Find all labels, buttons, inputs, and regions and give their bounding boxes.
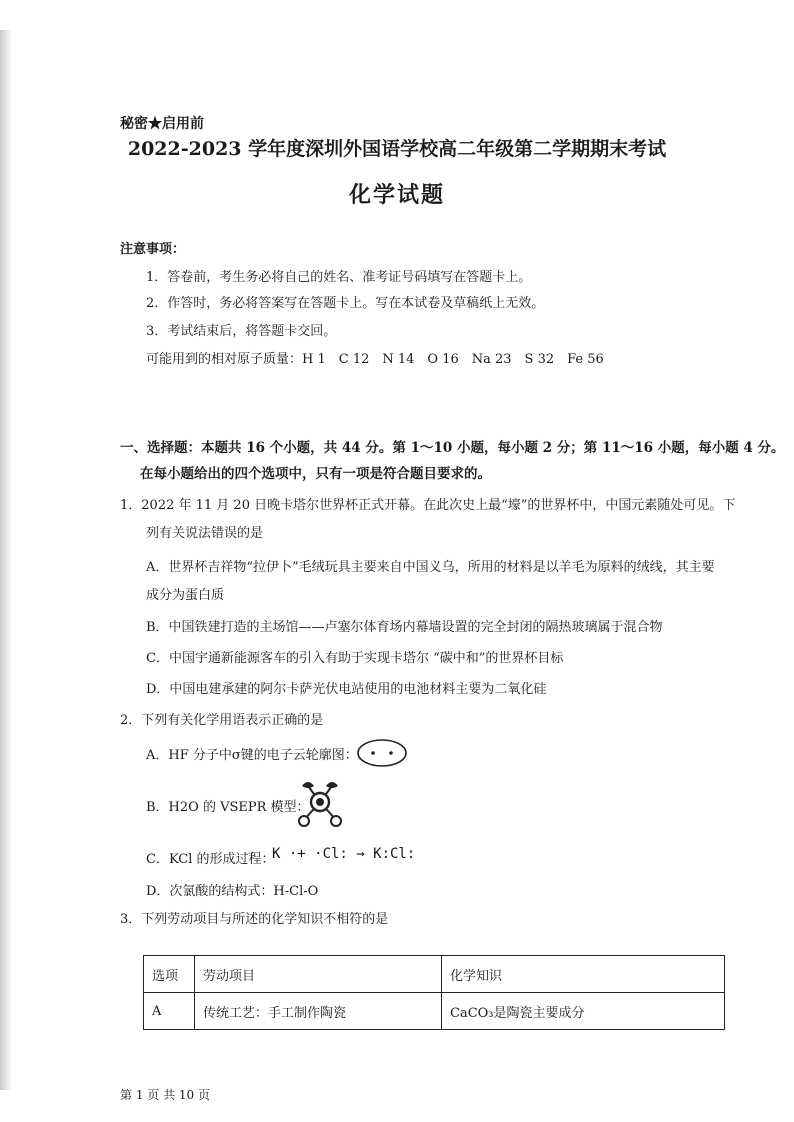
q1-option-a: A．世界杯吉祥物“拉伊卜”毛绒玩具主要来自中国义乌，所用的材料是以羊毛为原料的绒线，其主要 <box>146 560 715 575</box>
q3-stem: 3．下列劳动项目与所述的化学知识不相符的是 <box>120 912 389 927</box>
atomic-masses: 可能用到的相对原子质量：H 1 C 12 N 14 O 16 Na 23 S 32 Fe 56 <box>146 352 604 367</box>
table-cell: 传统工艺：手工制作陶瓷 <box>195 993 442 1030</box>
exam-title: 2022-2023 学年度深圳外国语学校高二年级第二学期期末考试 <box>127 138 667 160</box>
q1-stem: 1．2022 年 11 月 20 日晚卡塔尔世界杯正式开幕。在此次史上最“壕”的世界杯中，中国元素随处可见。下 <box>120 498 736 513</box>
q2-option-a: A．HF 分子中σ键的电子云轮廓图： <box>146 748 358 763</box>
notice-heading: 注意事项： <box>120 242 186 257</box>
section-1-instructions: 一、选择题：本题共 16 个小题，共 44 分。第 1～10 小题，每小题 2 分；第 11～16 小题，每小题 4 分。 <box>120 440 785 456</box>
table-header-cell: 化学知识 <box>442 956 725 993</box>
vsepr-model-icon <box>292 776 348 830</box>
notice-item-2: 2．作答时，务必将答案写在答题卡上。写在本试卷及草稿纸上无效。 <box>146 296 545 311</box>
table-header-cell: 选项 <box>144 956 195 993</box>
q2-stem: 2．下列有关化学用语表示正确的是 <box>120 713 324 728</box>
notice-item-1: 1．答卷前，考生务必将自己的姓名、准考证号码填写在答题卡上。 <box>146 270 532 285</box>
electron-cloud-icon <box>356 738 408 768</box>
q3-table <box>143 955 725 1030</box>
confidential-label: 秘密★启用前 <box>120 116 204 132</box>
q1-option-c: C．中国宇通新能源客车的引入有助于实现卡塔尔 “碳中和”的世界杯目标 <box>146 651 564 666</box>
section-1-instructions-2: 在每小题给出的四个选项中，只有一项是符合题目要求的。 <box>140 466 491 482</box>
q2-option-b: B．H2O 的 VSEPR 模型： <box>146 800 310 815</box>
q1-option-d: D．中国电建承建的阿尔卡萨光伏电站使用的电池材料主要为二氧化硅 <box>146 682 547 697</box>
table-header-row <box>144 956 725 993</box>
q1-option-a-cont: 成分为蛋白质 <box>146 588 225 603</box>
table-row <box>144 993 725 1030</box>
table-cell: A <box>144 993 195 1030</box>
page-footer: 第 1 页 共 10 页 <box>120 1088 210 1102</box>
kcl-formation-formula: K ·+ ·Cl: → K:Cl: <box>272 846 416 862</box>
notice-item-3: 3．考试结束后，将答题卡交回。 <box>146 324 337 339</box>
q2-option-d: D．次氯酸的结构式：H-Cl-O <box>146 884 319 899</box>
exam-subtitle: 化学试题 <box>348 182 445 208</box>
q1-stem-cont: 列有关说法错误的是 <box>146 526 264 541</box>
q2-option-c: C．KCl 的形成过程： <box>146 852 275 867</box>
table-header-cell: 劳动项目 <box>195 956 442 993</box>
table-cell: CaCO₃是陶瓷主要成分 <box>442 993 725 1030</box>
q1-option-b: B．中国铁建打造的主场馆——卢塞尔体育场内幕墙设置的完全封闭的隔热玻璃属于混合物 <box>146 620 663 635</box>
